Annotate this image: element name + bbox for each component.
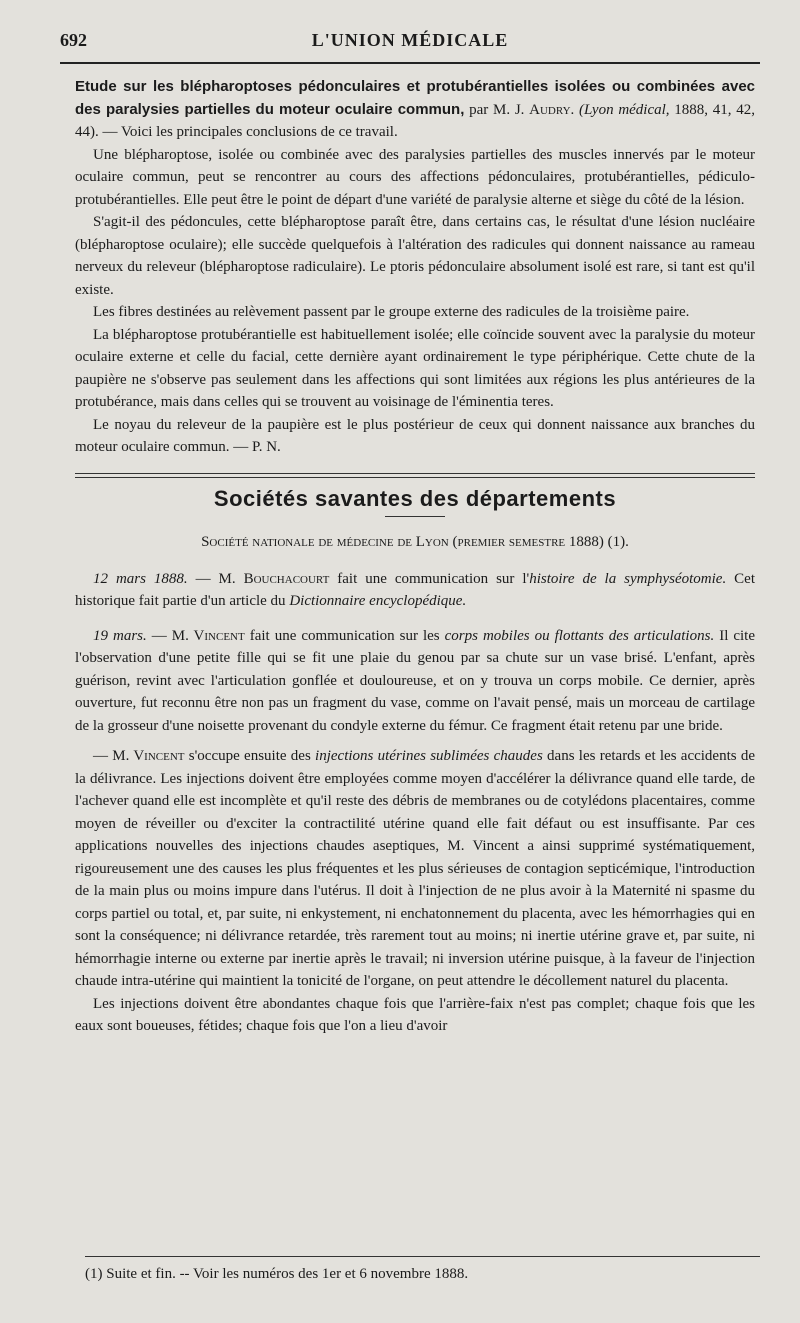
article-title: Etude sur les blépharoptoses pédonculaires et protubérantielles isolées ou combinées avec des paralysies partielles du moteur oculaire commun, [75, 78, 755, 118]
article-author: Audry. [529, 101, 575, 118]
article-paragraph: La blépharoptose protubérantielle est habituellement isolée; elle coïncide souvent avec la paralysie du moteur oculaire externe et celle du facial, cette dernière ayant ordinairement le type périphérique. Cette chute de la paupière ne s'observe pas seulement dans les affections qui sont limitées aux régions les plus antérieures de la protubérance, mais dans celles qui se trouvent au voisinage de l'éminentia teres. [75, 326, 755, 410]
meeting-entry: 12 mars 1888. — M. Bouchacourt fait une communication sur l'histoire de la symphyséotomie. Cet historique fait partie d'un article du Dictionnaire encyclopédique. [75, 570, 755, 609]
page-body [75, 76, 755, 1038]
running-title: L'UNION MÉDICALE [311, 30, 509, 50]
meeting-text: s'occupe ensuite des [188, 748, 316, 764]
meeting-reference: Dictionnaire encyclopédique. [289, 593, 467, 609]
article-journal: (Lyon médical, [579, 101, 670, 118]
section-short-rule [385, 516, 445, 517]
section-divider [75, 473, 755, 478]
meeting-person: M. Vincent [171, 627, 245, 644]
page-header [60, 18, 760, 58]
article-paragraph: Les fibres destinées au relèvement passent par le groupe externe des radicules de la troisième paire. [93, 304, 690, 320]
footnote: (1) Suite et fin. -- Voir les numéros des 1er et 6 novembre 1888. [85, 1266, 469, 1282]
meeting-date: 19 mars. [93, 627, 147, 644]
footnote-rule [85, 1256, 760, 1257]
meeting-topic: histoire de la symphyséotomie. [529, 570, 727, 587]
meeting-date: 12 mars 1888. [93, 570, 188, 587]
meeting-topic: corps mobiles ou flottants des articulations. [444, 627, 715, 644]
society-heading: Société nationale de médecine de Lyon (premier semestre 1888) (1). [201, 534, 629, 550]
article-paragraph: S'agit-il des pédoncules, cette blépharoptose paraît être, dans certains cas, le résultat d'une lésion nucléaire (blépharoptose oculaire); elle succède quelquefois à l'altération des radicules qui donnent naissance au rameau nerveux du releveur (blépharoptose radiculaire). Le ptoris pédonculaire absolument isolé est rare, si tant est qu'il existe. [75, 214, 755, 298]
article-heading [75, 76, 755, 144]
meeting-paragraph: Les injections doivent être abondantes chaque fois que l'arrière-faix n'est pas complet; chaque fois que les eaux sont boueuses, fétides; chaque fois que l'on a lieu d'avoir [75, 995, 755, 1034]
meeting-entry: — M. Vincent s'occupe ensuite des injections utérines sublimées chaudes dans les retards et les accidents de la délivrance. Les injections doivent être employées comme moyen d'accélérer la délivrance quand elle tarde, de l'achever quand elle est incomplète et qu'il reste des débris de membranes ou de cotylédons placentaires, comme moyen de réveiller ou d'exciter la contractilité utérine quand elle fait défaut ou est insuffisante. Par ces applications nouvelles des injections chaudes aseptiques, M. Vincent a ainsi supprimé systématiquement, rigoureusement une des causes les plus fréquentes et les plus sérieuses de contagion septicémique, l'introduction de la main plus ou moins impure dans l'utérus. Il doit à l'injection de ne plus avoir à la Maternité ni spasme du corps partiel ou total, et, par suite, ni enkystement, ni enchatonnement du placenta, avec les hémorrhagies qui en sont la conséquence; ni délivrance retardée, très rarement tout au moins; ni inertie utérine grave et, par suite, ni hémorrhagie interne ou externe par inertie après le travail; ni inversion utérine puisque, à la faveur de l'injection chaude intra-utérine qui maintient la tonicité de l'organe, on peut attendre le décollement naturel du placenta. [75, 748, 756, 989]
meeting-text: dans les retards et les accidents de la délivrance. Les injections doivent être employées comme moyen d'accélérer la délivrance quand elle tarde, de l'achever quand elle est incomplète et qu'il reste des débris de membranes ou de cotylédons placentaires, comme moyen de réveiller ou d'exciter la contractilité utérine quand elle fait défaut ou est insuffisante. Par ces applications nouvelles des injections chaudes aseptiques, M. Vincent a ainsi supprimé systématiquement, rigoureusement une des causes les plus fréquentes et les plus sérieuses de contagion septicémique, l'introduction de la main plus ou moins impure dans l'utérus. Il doit à l'injection de ne plus avoir à la Maternité ni spasme du corps partiel ou total, et, par suite, ni enkystement, ni enchatonnement du placenta, avec les hémorrhagies qui en sont la conséquence; ni délivrance retardée, très rarement tout au moins; ni inertie utérine grave et, par suite, ni hémorrhagie interne ou externe par inertie après le travail; ni inversion utérine puisque, à la faveur de l'injection chaude intra-utérine qui maintient la tonicité de l'organe, on peut attendre le décollement naturel du placenta. [75, 748, 756, 989]
article-paragraph: Le noyau du releveur de la paupière est le plus postérieur de ceux qui donnent naissance aux branches du moteur oculaire commun. — P. N. [75, 416, 755, 455]
meeting-entry: 19 mars. — M. Vincent fait une communication sur les corps mobiles ou flottants des articulations. Il cite l'observation d'une petite fille qui se fit une plaie du genou par sa chute sur un vase brisé. L'enfant, après guérison, revint avec l'articulation gonflée et douloureuse, et on y trouva un corps mobile. Ce dernier, après ouverture, fut reconnu être non pas un fragment du vase, comme on l'avait pensé, mais un morceau de cartilage de la grosseur d'une noisette provenant du condyle externe du fémur. Ce fragment était retenu par une bride. [75, 627, 756, 734]
meeting-text: fait une communication sur l' [337, 570, 530, 587]
page-number: 692 [60, 30, 87, 50]
meeting-person: M. Bouchacourt [218, 570, 330, 587]
article-citation: 1888, 41, 42, 44). — Voici les principales conclusions de ce travail. [75, 101, 755, 140]
meeting-text: fait une communication sur les [249, 627, 445, 644]
article-paragraph: Une blépharoptose, isolée ou combinée avec des paralysies partielles des muscles innervés par le moteur oculaire commun, peut se rencontrer au cours des affections pédonculaires, protubérantielles, pédiculo-protubérantielles. Elle peut être le point de départ d'une variété de paralysie alterne et siège du côté de la lésion. [75, 146, 755, 208]
article-by: par M. J. [469, 101, 525, 118]
header-rule [60, 62, 760, 64]
meeting-text: Cet historique fait partie d'un article du [75, 570, 755, 609]
meeting-text: Il cite l'observation d'une petite fille qui se fit une plaie du genou par sa chute sur un vase brisé. L'enfant, après guérison, revint avec l'articulation gonflée et douloureuse, et on y trouva un corps mobile. Ce dernier, après ouverture, fut reconnu être non pas un fragment du vase, comme on l'avait pensé, mais un morceau de cartilage de la grosseur d'une noisette provenant du condyle externe du fémur. Ce fragment était retenu par une bride. [75, 627, 756, 734]
section-title: Sociétés savantes des départements [213, 485, 617, 511]
meeting-topic: injections utérines sublimées chaudes [315, 748, 543, 764]
meeting-person: M. Vincent [112, 748, 185, 764]
